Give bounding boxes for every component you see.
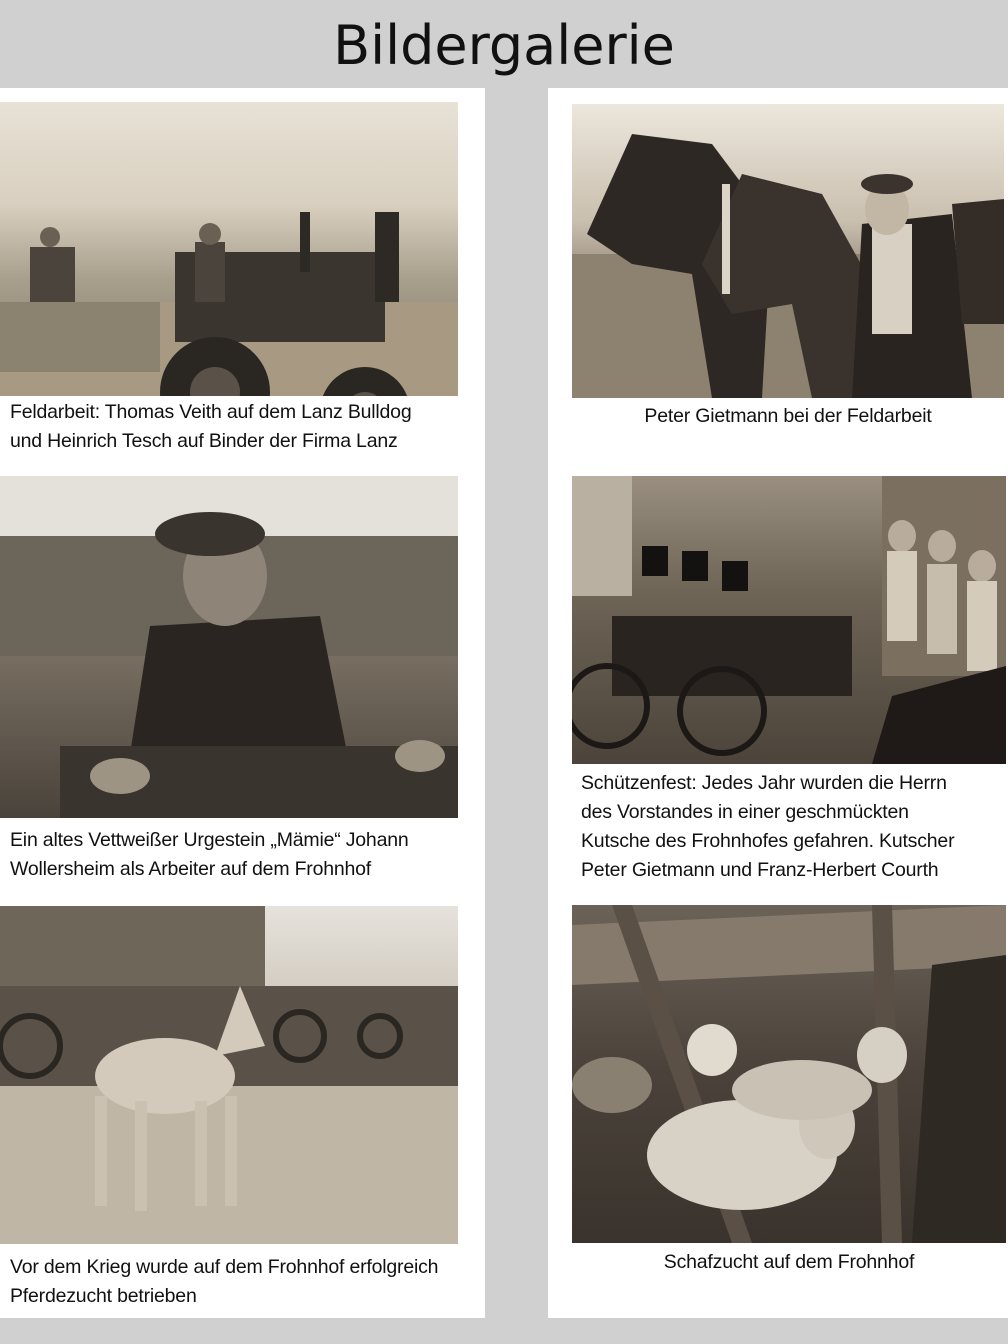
photo-old-man-worker xyxy=(0,476,458,818)
photo-tractor-harvest xyxy=(0,102,458,396)
caption-foal-farmyard: Vor dem Krieg wurde auf dem Frohnhof erfolgreich Pferdezucht betrieben xyxy=(10,1256,439,1307)
caption-old-man-worker: Ein altes Vettweißer Urgestein „Mämie“ Johann Wollersheim als Arbeiter auf dem Frohnhof xyxy=(10,829,409,880)
page-title: Bildergalerie xyxy=(333,14,675,77)
caption-tractor-harvest: Feldarbeit: Thomas Veith auf dem Lanz Bulldog und Heinrich Tesch auf Binder der Firma Lanz xyxy=(10,401,412,452)
caption-schuetzenfest: Schützenfest: Jedes Jahr wurden die Herrn des Vorstandes in einer geschmückten Kutsche des Frohnhofes gefahren. Kutscher Peter Gietmann und Franz-Herbert Courth xyxy=(581,772,955,881)
photo-sheep-breeding xyxy=(572,905,1006,1243)
caption-sheep-breeding: Schafzucht auf dem Frohnhof xyxy=(663,1251,915,1273)
photo-schuetzenfest xyxy=(572,476,1006,764)
caption-horses-man: Peter Gietmann bei der Feldarbeit xyxy=(644,405,932,427)
photo-foal-farmyard xyxy=(0,906,458,1244)
photo-horses-man xyxy=(572,104,1004,398)
